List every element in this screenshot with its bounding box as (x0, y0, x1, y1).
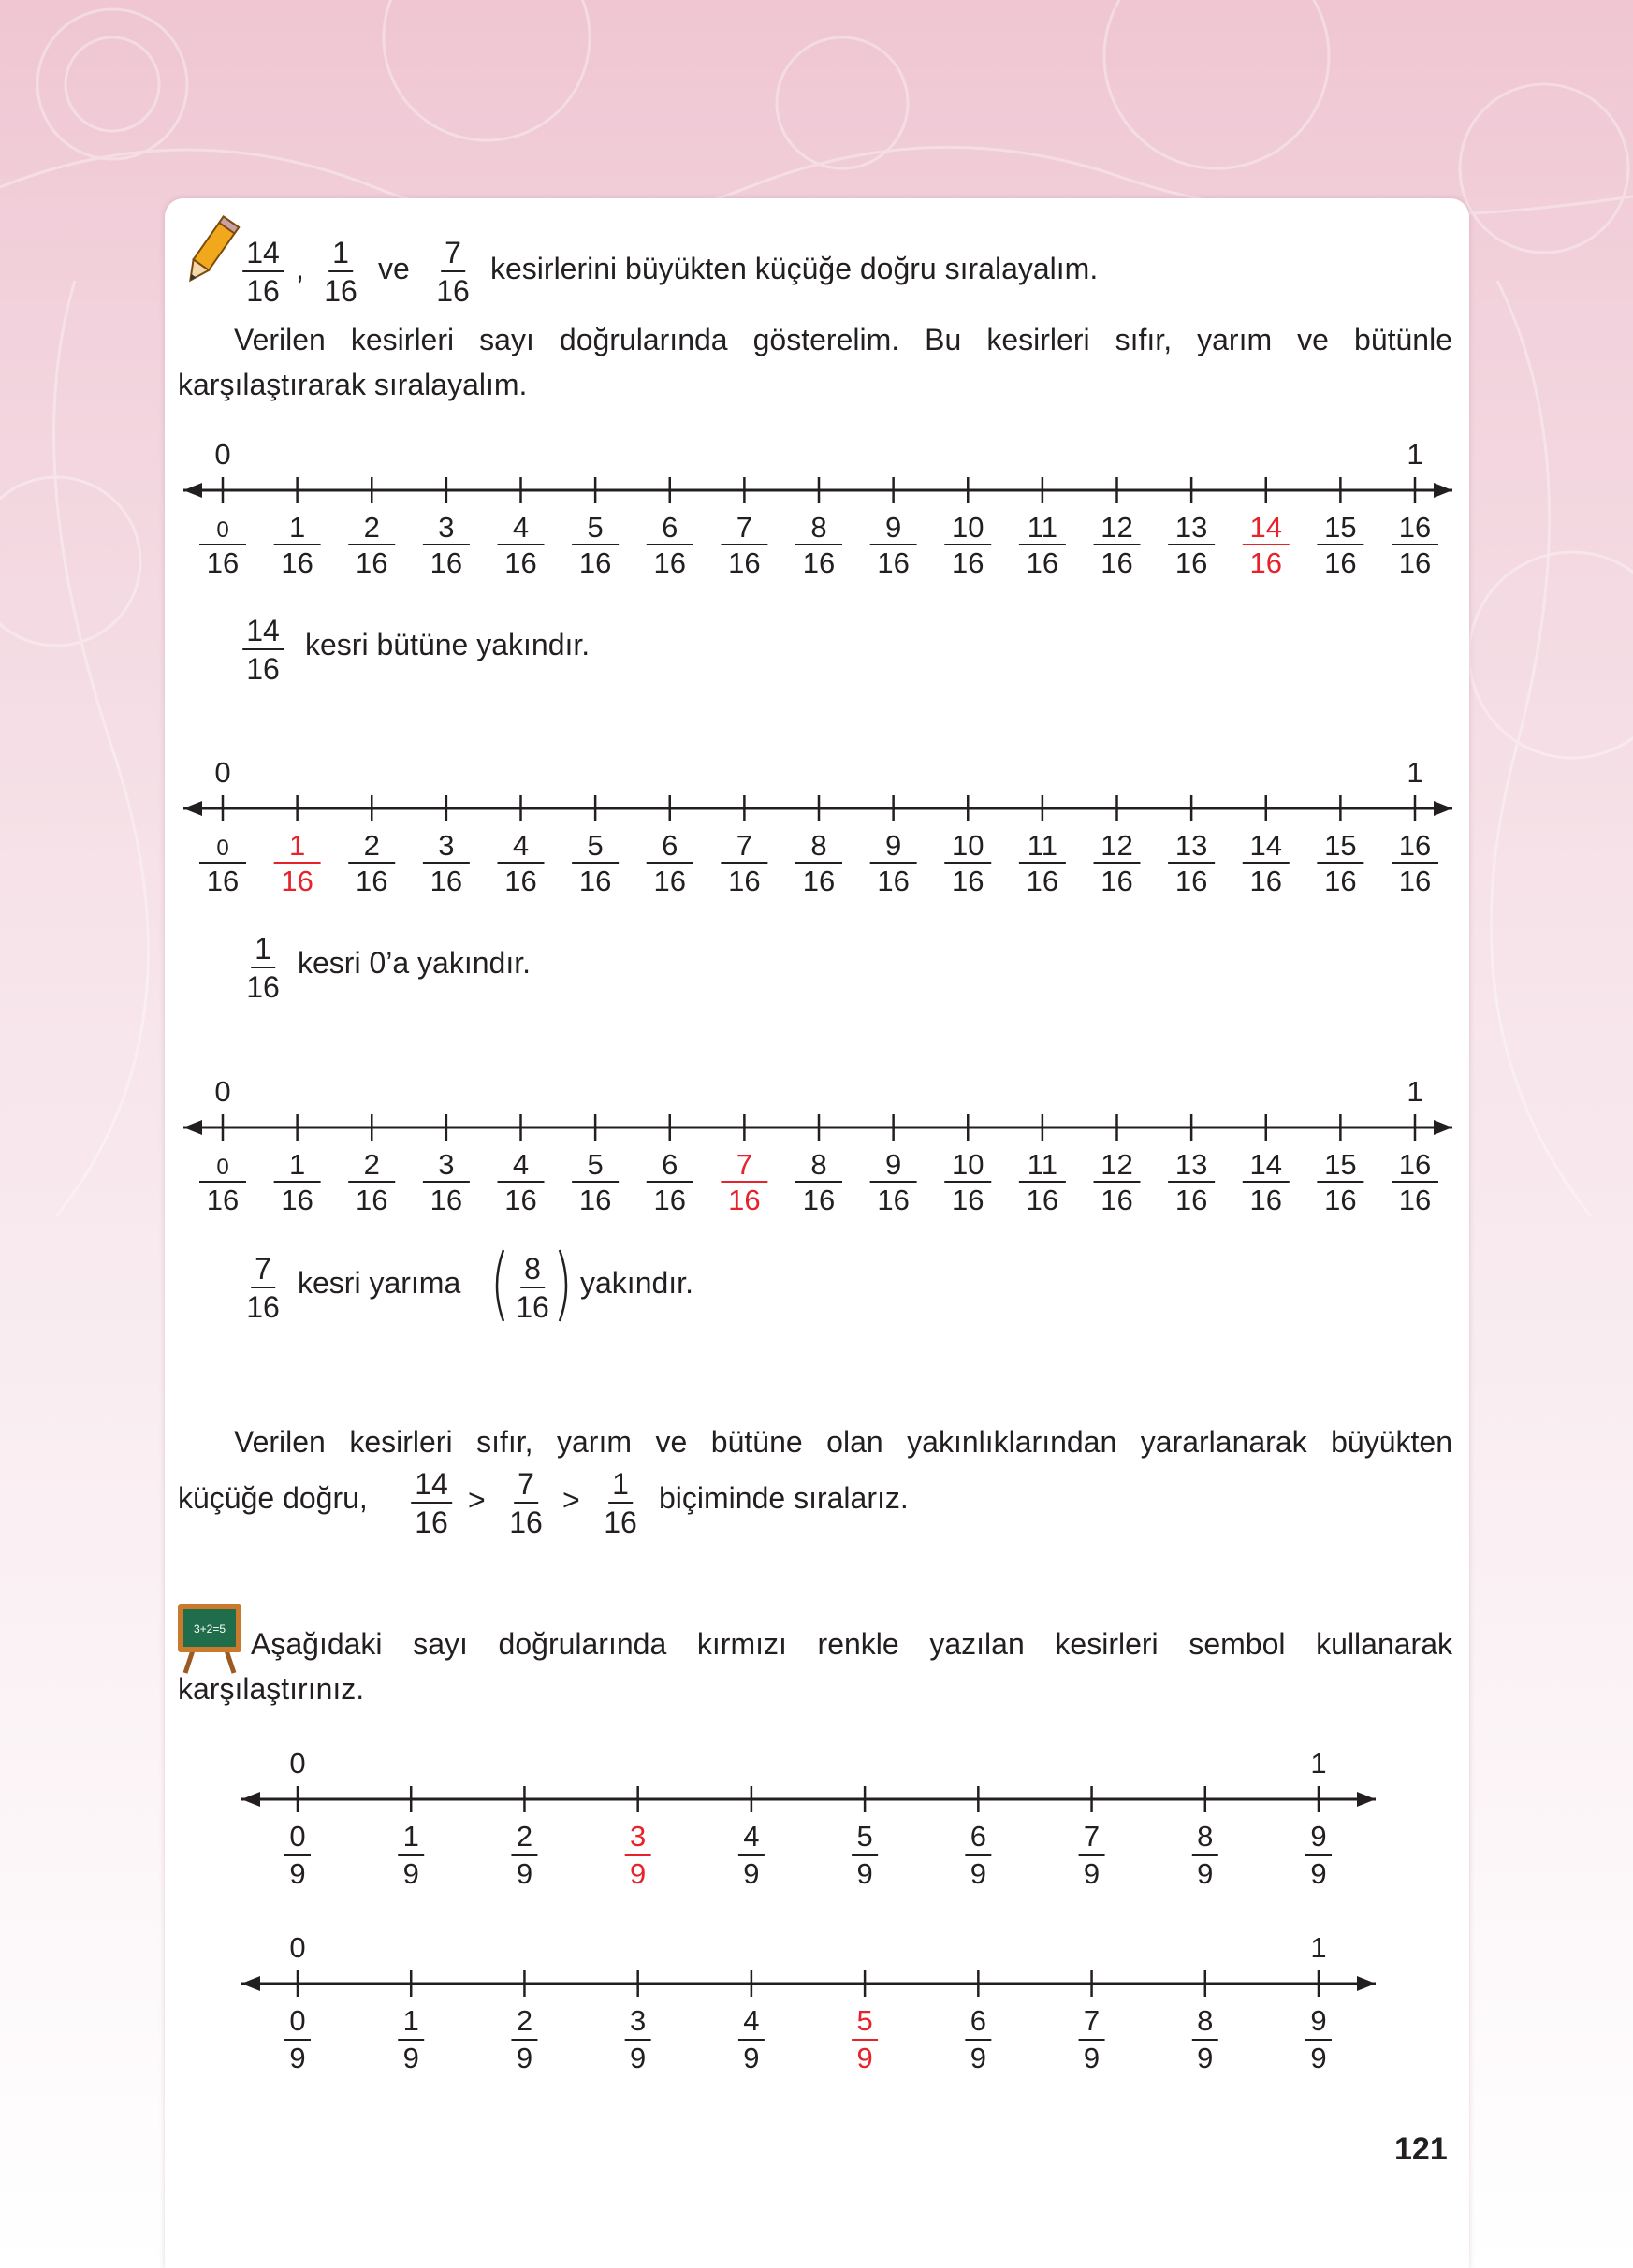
tick-numerator: 14 (1249, 829, 1282, 862)
end-label: 1 (1407, 1075, 1423, 1108)
exercise-line1: Aşağıdaki sayı doğrularında kırmızı renkle yazılan kesirleri sembol kullanarak (251, 1627, 1452, 1661)
tick-numerator: 7 (1083, 1820, 1101, 1853)
tick-numerator: 9 (885, 1148, 902, 1181)
arrow-left-icon (183, 483, 202, 498)
tick-numerator: 7 (736, 511, 752, 544)
tick-numerator: 1 (402, 1820, 419, 1853)
tick-denominator: 9 (970, 1857, 986, 1890)
tick-numerator: 2 (363, 511, 380, 544)
tick-denominator: 16 (504, 546, 537, 579)
tick-numerator: 5 (856, 1820, 873, 1853)
tick-denominator: 16 (952, 546, 984, 579)
tick-denominator: 9 (630, 2042, 647, 2074)
intro-comma: , (296, 252, 304, 285)
tick-numerator: 8 (1197, 1820, 1214, 1853)
tick-numerator: 8 (810, 829, 827, 862)
intro-fraction-14-16: $\frac{14}{16}$ (242, 238, 284, 306)
tick-numerator: 6 (662, 829, 678, 862)
paragraph1-line1: Verilen kesirleri sayı doğrularında gösterelim. Bu kesirleri sıfır, yarım ve bütünle (234, 323, 1452, 356)
tick-denominator: 9 (516, 1857, 533, 1890)
tick-denominator: 16 (653, 546, 686, 579)
tick-numerator: 9 (1310, 2004, 1327, 2037)
tick-numerator: 11 (1027, 1148, 1057, 1181)
arrow-right-icon (1434, 801, 1452, 816)
tick-denominator: 16 (1324, 546, 1357, 579)
intro-text: kesirlerini büyükten küçüğe doğru sıralayalım. (490, 252, 1099, 285)
tick-denominator: 16 (1324, 1184, 1357, 1216)
tick-numerator: 3 (438, 1148, 455, 1181)
tick-denominator: 16 (802, 865, 836, 897)
tick-numerator: 5 (587, 1148, 604, 1181)
tick-numerator: 10 (952, 829, 984, 862)
tick-denominator: 16 (1174, 1184, 1208, 1216)
tick-denominator: 16 (206, 546, 240, 579)
tick-numerator: 9 (885, 829, 902, 862)
order-fraction-3: $\frac{1}{16}$ (604, 1467, 637, 1539)
tick-denominator: 16 (1174, 546, 1208, 579)
tick-numerator: 10 (952, 1148, 984, 1181)
intro-ve: ve (378, 252, 410, 285)
tick-numerator: 1 (289, 511, 306, 544)
tick-denominator: 16 (578, 865, 612, 897)
tick-numerator: 4 (512, 829, 530, 862)
tick-numerator: 1 (289, 1148, 306, 1181)
tick-numerator: 16 (1398, 1148, 1432, 1181)
tick-numerator: 3 (630, 2004, 647, 2037)
tick-denominator: 16 (430, 865, 463, 897)
tick-numerator: 15 (1324, 1148, 1357, 1181)
tick-denominator: 16 (430, 546, 463, 579)
tick-denominator: 16 (952, 1184, 984, 1216)
tick-numerator: 6 (662, 511, 678, 544)
tick-numerator: 8 (810, 1148, 827, 1181)
tick-numerator: 13 (1174, 511, 1208, 544)
note3-text: kesri yarıma (298, 1266, 461, 1300)
tick-denominator: 16 (1324, 865, 1357, 897)
tick-numerator: 5 (587, 829, 604, 862)
tick-numerator: 16 (1398, 829, 1432, 862)
tick-denominator: 9 (1197, 1857, 1214, 1890)
tick-numerator: 8 (1197, 2004, 1214, 2037)
tick-denominator: 16 (728, 546, 761, 579)
sixteenths-number-line-1 (0, 432, 1633, 591)
tick-numerator: 11 (1027, 511, 1057, 544)
tick-numerator: 3 (630, 1820, 647, 1853)
tick-numerator: 4 (512, 511, 530, 544)
tick-denominator: 16 (281, 865, 313, 897)
tick-denominator: 9 (970, 2042, 986, 2074)
chalkboard-icon (176, 1602, 243, 1675)
sixteenths-number-line-3 (0, 1069, 1633, 1228)
start-label: 0 (289, 1931, 306, 1964)
tick-denominator: 16 (653, 1184, 686, 1216)
tick-denominator: 16 (1174, 865, 1208, 897)
tick-numerator: 14 (1249, 1148, 1282, 1181)
intro-fraction-7-16: $\frac{7}{16}$ (436, 236, 470, 308)
tick-denominator: 16 (504, 1184, 537, 1216)
tick-denominator: 16 (206, 1184, 240, 1216)
end-label: 1 (1407, 438, 1423, 471)
tick-denominator: 16 (877, 1184, 910, 1216)
tick-numerator: 12 (1101, 829, 1133, 862)
tick-denominator: 16 (281, 1184, 313, 1216)
arrow-right-icon (1357, 1792, 1376, 1807)
tick-denominator: 16 (1398, 1184, 1432, 1216)
tick-numerator: 15 (1324, 511, 1357, 544)
tick-denominator: 16 (728, 1184, 761, 1216)
sixteenths-number-line-2 (0, 750, 1633, 909)
arrow-left-icon (183, 801, 202, 816)
tick-denominator: 9 (630, 1857, 647, 1890)
start-label: 0 (214, 756, 231, 789)
tick-denominator: 16 (728, 865, 761, 897)
tick-numerator: 4 (743, 2004, 760, 2037)
note3-fraction: $\frac{7}{16}$ (246, 1252, 280, 1324)
tick-numerator: 3 (438, 511, 455, 544)
tick-denominator: 9 (1197, 2042, 1214, 2074)
tick-denominator: 9 (402, 1857, 419, 1890)
pencil-icon (178, 213, 241, 292)
tick-denominator: 16 (1398, 865, 1432, 897)
tick-denominator: 9 (856, 2042, 873, 2074)
ninths-number-line-2 (0, 1927, 1633, 2086)
note1-fraction: $\frac{14}{16}$ (242, 616, 284, 684)
paren-left (490, 1248, 505, 1323)
tick-denominator: 16 (653, 865, 686, 897)
tick-numerator: 6 (970, 1820, 986, 1853)
tick-denominator: 16 (1026, 546, 1059, 579)
tick-numerator: 4 (743, 1820, 760, 1853)
tick-numerator: 0 (216, 517, 229, 543)
note3-text-after: yakındır. (580, 1266, 693, 1300)
tick-denominator: 16 (1026, 1184, 1059, 1216)
paren-right (558, 1248, 573, 1323)
note2-fraction: $\frac{1}{16}$ (246, 932, 280, 1004)
arrow-right-icon (1434, 1120, 1452, 1135)
tick-denominator: 16 (430, 1184, 463, 1216)
tick-numerator: 0 (289, 2004, 306, 2037)
tick-denominator: 16 (877, 546, 910, 579)
tick-denominator: 16 (1101, 1184, 1133, 1216)
tick-numerator: 8 (810, 511, 827, 544)
start-label: 0 (289, 1747, 306, 1780)
tick-numerator: 16 (1398, 511, 1432, 544)
intro-fraction-1-16: $\frac{1}{16}$ (324, 236, 357, 308)
tick-numerator: 5 (587, 511, 604, 544)
tick-denominator: 16 (1249, 865, 1282, 897)
tick-numerator: 3 (438, 829, 455, 862)
tick-denominator: 16 (504, 865, 537, 897)
tick-denominator: 16 (1101, 865, 1133, 897)
end-label: 1 (1310, 1747, 1327, 1780)
tick-numerator: 0 (216, 1155, 229, 1180)
tick-denominator: 9 (1083, 1857, 1101, 1890)
tick-denominator: 9 (402, 2042, 419, 2074)
arrow-left-icon (241, 1976, 260, 1991)
start-label: 0 (214, 438, 231, 471)
tick-numerator: 1 (289, 829, 306, 862)
arrow-right-icon (1357, 1976, 1376, 1991)
end-label: 1 (1310, 1931, 1327, 1964)
tick-numerator: 2 (516, 2004, 533, 2037)
note1-text: kesri bütüne yakındır. (305, 628, 591, 662)
tick-numerator: 1 (402, 2004, 419, 2037)
end-label: 1 (1407, 756, 1423, 789)
tick-denominator: 16 (578, 1184, 612, 1216)
tick-denominator: 16 (206, 865, 240, 897)
conclusion-line1: Verilen kesirleri sıfır, yarım ve bütüne olan yakınlıklarından yararlanarak büyükten (234, 1425, 1452, 1459)
tick-numerator: 12 (1101, 511, 1133, 544)
tick-numerator: 7 (736, 829, 752, 862)
tick-denominator: 16 (1101, 546, 1133, 579)
tick-denominator: 9 (1310, 2042, 1327, 2074)
conclusion-suffix: biçiminde sıralarız. (659, 1481, 909, 1515)
arrow-right-icon (1434, 483, 1452, 498)
tick-denominator: 16 (802, 546, 836, 579)
tick-denominator: 16 (952, 865, 984, 897)
tick-numerator: 2 (516, 1820, 533, 1853)
tick-numerator: 2 (363, 829, 380, 862)
tick-denominator: 16 (281, 546, 313, 579)
tick-denominator: 9 (1083, 2042, 1101, 2074)
tick-numerator: 13 (1174, 1148, 1208, 1181)
tick-denominator: 16 (578, 546, 612, 579)
page-number: 121 (1394, 2131, 1448, 2167)
tick-numerator: 12 (1101, 1148, 1133, 1181)
tick-denominator: 9 (1310, 1857, 1327, 1890)
paragraph1-line2: karşılaştırarak sıralayalım. (178, 368, 528, 401)
tick-denominator: 16 (877, 865, 910, 897)
arrow-left-icon (241, 1792, 260, 1807)
tick-numerator: 7 (1083, 2004, 1101, 2037)
tick-denominator: 16 (356, 1184, 388, 1216)
tick-denominator: 9 (289, 1857, 306, 1890)
gt-sign-1: > (468, 1483, 486, 1517)
tick-numerator: 5 (856, 2004, 873, 2037)
tick-denominator: 9 (856, 1857, 873, 1890)
note2-text: kesri 0’a yakındır. (298, 946, 531, 980)
tick-denominator: 9 (743, 1857, 760, 1890)
tick-numerator: 13 (1174, 829, 1208, 862)
tick-numerator: 2 (363, 1148, 380, 1181)
tick-numerator: 6 (662, 1148, 678, 1181)
note3-paren-fraction: $\frac{8}{16}$ (516, 1252, 549, 1324)
order-fraction-1: $\frac{14}{16}$ (411, 1469, 452, 1537)
tick-numerator: 9 (885, 511, 902, 544)
tick-denominator: 16 (1249, 546, 1282, 579)
tick-numerator: 6 (970, 2004, 986, 2037)
tick-denominator: 16 (1398, 546, 1432, 579)
svg-text:3+2=5: 3+2=5 (193, 1622, 226, 1636)
order-fraction-2: $\frac{7}{16}$ (509, 1467, 543, 1539)
tick-numerator: 0 (216, 836, 229, 861)
arrow-left-icon (183, 1120, 202, 1135)
tick-numerator: 11 (1027, 829, 1057, 862)
gt-sign-2: > (562, 1483, 580, 1517)
conclusion-prefix: küçüğe doğru, (178, 1481, 368, 1515)
exercise-line2: karşılaştırınız. (178, 1672, 365, 1706)
tick-numerator: 4 (512, 1148, 530, 1181)
tick-numerator: 7 (736, 1148, 752, 1181)
tick-numerator: 0 (289, 1820, 306, 1853)
tick-denominator: 16 (1249, 1184, 1282, 1216)
tick-numerator: 10 (952, 511, 984, 544)
tick-numerator: 14 (1249, 511, 1282, 544)
tick-numerator: 9 (1310, 1820, 1327, 1853)
tick-denominator: 9 (289, 2042, 306, 2074)
tick-denominator: 16 (802, 1184, 836, 1216)
tick-numerator: 15 (1324, 829, 1357, 862)
tick-denominator: 9 (516, 2042, 533, 2074)
tick-denominator: 16 (356, 546, 388, 579)
tick-denominator: 16 (356, 865, 388, 897)
tick-denominator: 16 (1026, 865, 1059, 897)
tick-denominator: 9 (743, 2042, 760, 2074)
ninths-number-line-1 (0, 1743, 1633, 1902)
start-label: 0 (214, 1075, 231, 1108)
